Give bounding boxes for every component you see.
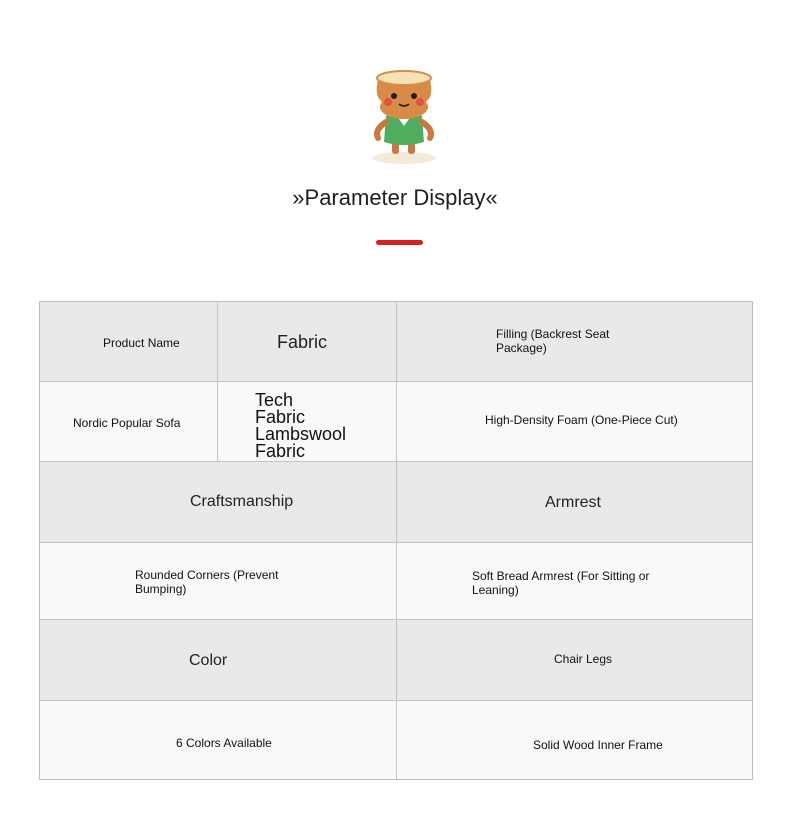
table-cell xyxy=(218,382,397,462)
fabric-line: Lambswool xyxy=(255,424,347,444)
table-cell xyxy=(40,620,397,701)
table-cell xyxy=(397,302,752,382)
page-title: »Parameter Display« xyxy=(292,185,498,210)
table-cell xyxy=(40,302,218,382)
cell-label: Fabric xyxy=(277,332,328,352)
cell-label: Solid Wood Inner Frame xyxy=(533,738,663,752)
cell-label: 6 Colors Available xyxy=(176,736,272,750)
cell-label: Armrest xyxy=(545,494,601,511)
table-cell xyxy=(40,382,218,462)
fabric-line: Tech xyxy=(255,390,294,410)
cell-label: Filling (Backrest Seat Package) xyxy=(496,327,610,355)
cell-label: Craftsmanship xyxy=(190,493,294,510)
table-cell xyxy=(40,462,397,543)
cell-label: Color xyxy=(189,652,228,669)
fabric-line: Fabric xyxy=(255,407,306,427)
cell-label: Chair Legs xyxy=(554,652,613,666)
cell-label: Rounded Corners (Prevent Bumping) xyxy=(135,568,279,596)
table-cell xyxy=(397,382,752,462)
cell-label: Nordic Popular Sofa xyxy=(73,416,181,430)
title-underline xyxy=(376,240,423,245)
table-cell xyxy=(397,620,752,701)
cell-label: Soft Bread Armrest (For Sitting or Leaning) xyxy=(472,569,650,597)
table-cell xyxy=(218,302,397,382)
parameter-table xyxy=(39,301,753,780)
cell-label: Product Name xyxy=(103,336,180,350)
table-cell xyxy=(40,543,397,620)
fabric-line: Fabric xyxy=(255,441,306,461)
table-cell xyxy=(40,701,397,779)
table-cell xyxy=(397,543,752,620)
mascot-image xyxy=(364,66,444,166)
table-cell xyxy=(397,462,752,543)
fabric-list xyxy=(255,392,346,460)
table-cell xyxy=(397,701,752,779)
cell-label: High-Density Foam (One-Piece Cut) xyxy=(485,413,678,427)
